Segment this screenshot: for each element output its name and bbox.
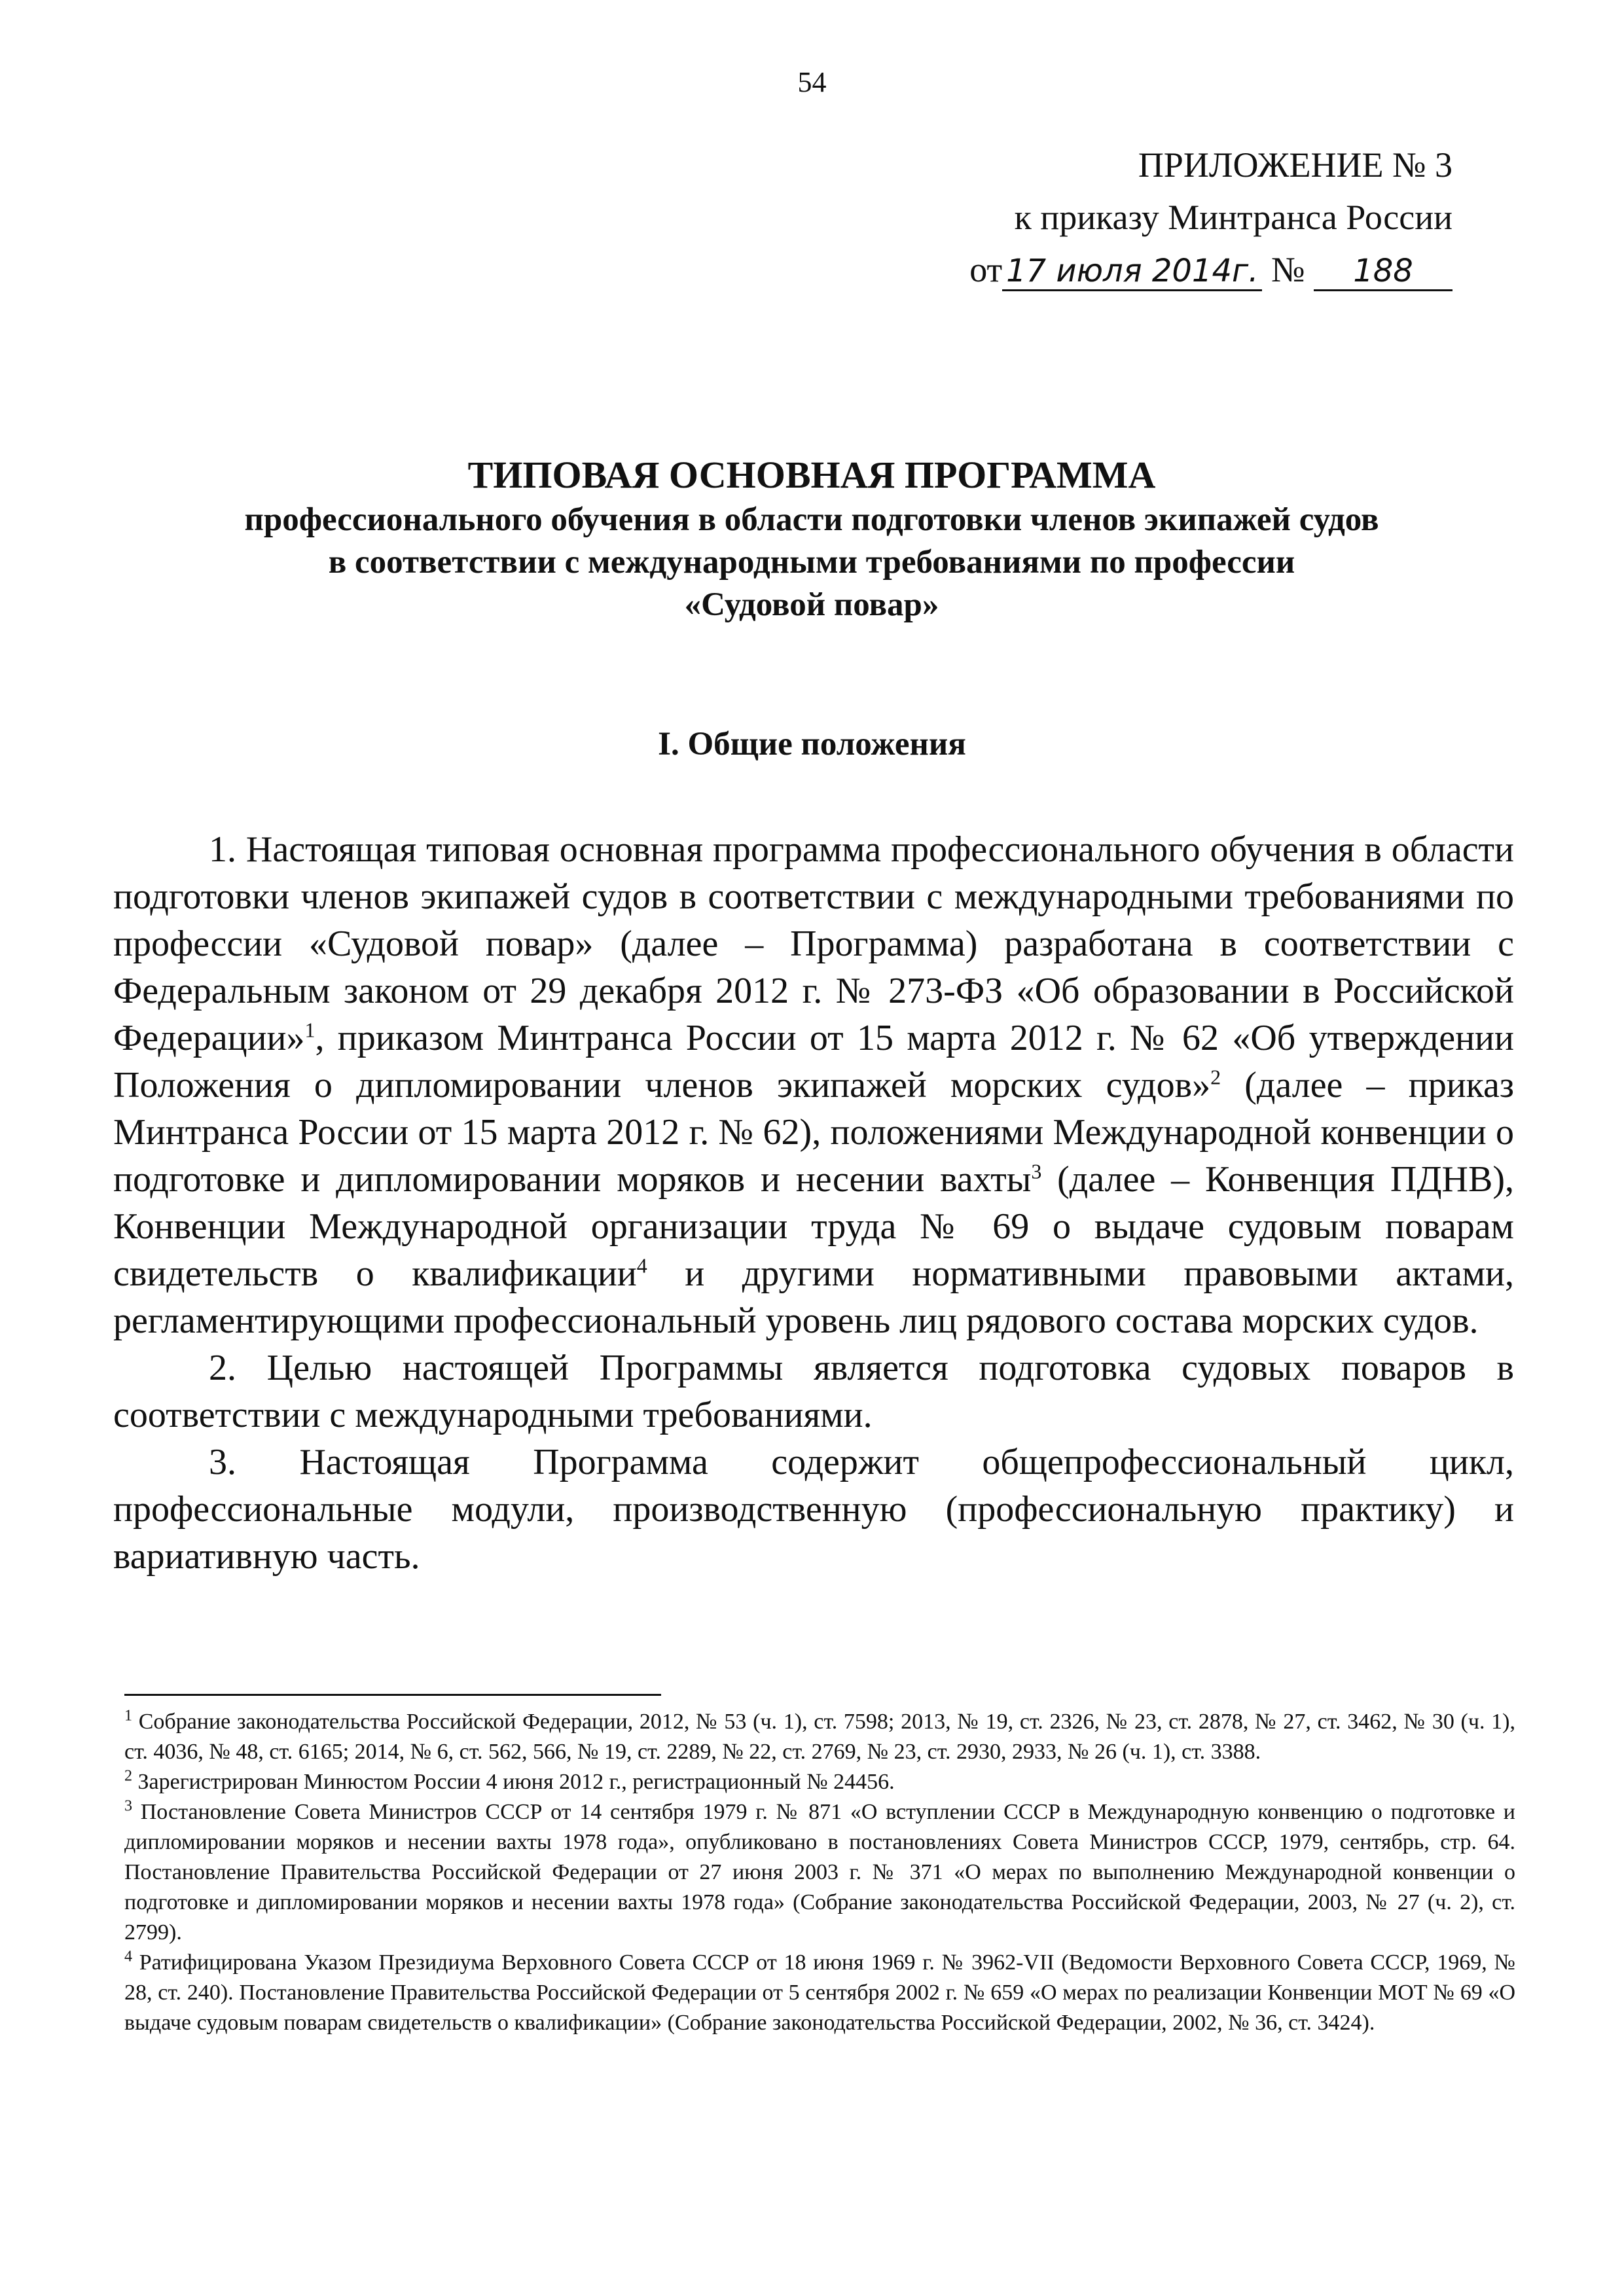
footnote-ref-3: 3	[1031, 1159, 1042, 1183]
footnote-3-text: Постановление Совета Министров СССР от 14 сентября 1979 г. № 871 «О вступлении СССР в Международную конвенцию о подготовке и дипломировании моряков и несении вахты 1978 года», опубликовано в постановлениях Совета Министров СССР, 1979, сентябрь, стр. 64. Постановление Правительства Российской Федерации от 27 июня 2003 г. № 371 «О мерах по выполнению Международной конвенции о подготовке и дипломировании моряков и несении вахты 1978 года» (Собрание законодательства Российской Федерации, 2003, № 27 (ч. 2), ст. 2799).	[124, 1800, 1515, 1945]
footnote-ref-4: 4	[636, 1253, 647, 1278]
footnote-4	[124, 1948, 1515, 2038]
appendix-header	[969, 139, 1453, 296]
date-prefix: от	[969, 250, 1003, 289]
footnote-3	[124, 1797, 1515, 1948]
footnote-1-text: Собрание законодательства Российской Федерации, 2012, № 53 (ч. 1), ст. 7598; 2013, № 19, ст. 2326, № 23, ст. 2878, № 27, ст. 3462, № 30 (ч. 1), ст. 4036, № 48, ст. 6165; 2014, № 6, ст. 562, 566, № 19, ст. 2289, № 22, ст. 2769, № 23, ст. 2930, 2933, № 26 (ч. 1), ст. 3388.	[124, 1710, 1515, 1764]
paragraph-1-part-5: и другими нормативными правовыми актами, регламентирующими профессиональный уровень лиц рядового состава морских судов.	[113, 1253, 1514, 1341]
handwritten-date: 17 июля 2014г.	[1002, 253, 1262, 291]
footnote-3-mark: 3	[124, 1797, 132, 1815]
handwritten-order-number: 188	[1314, 253, 1453, 291]
title-line-2: профессионального обучения в области подготовки членов экипажей судов	[244, 501, 1379, 538]
paragraph-1-part-1: 1. Настоящая типовая основная программа профессионального обучения в области подготовки членов экипажей судов в соответствии с международными требованиями по профессии «Судовой повар» (далее – Программа) разработана в соответствии с Федеральным законом от 29 декабря 2012 г. № 273-ФЗ «Об образовании в Российской Федерации»	[113, 829, 1514, 1058]
footnote-ref-1: 1	[304, 1018, 316, 1042]
paragraph-3: 3. Настоящая Программа содержит общепрофессиональный цикл, профессиональные модули, производственную (профессиональную практику) и вариативную часть.	[113, 1442, 1514, 1577]
document-title	[118, 452, 1506, 626]
page-number: 54	[797, 66, 827, 98]
paragraph-1-part-2: , приказом Минтранса России от 15 марта 2012 г. № 62 «Об утверждении Положения о дипломировании членов экипажей морских судов»	[113, 1018, 1514, 1105]
paragraph-1-part-4: (далее – Конвенция ПДНВ), Конвенции Международной организации труда № 69 о выдаче судовым поварам свидетельств о квалификации	[113, 1159, 1515, 1294]
title-line-4: «Судовой повар»	[684, 586, 939, 623]
footnote-2-mark: 2	[124, 1767, 132, 1785]
appendix-title: ПРИЛОЖЕНИЕ № 3	[1138, 145, 1453, 185]
footnote-2	[124, 1767, 1515, 1797]
footnote-4-text: Ратифицирована Указом Президиума Верховного Совета СССР от 18 июня 1969 г. № 3962-VII (Ведомости Верховного Совета СССР, 1969, № 28, ст. 240). Постановление Правительства Российской Федерации от 5 сентября 2002 г. № 659 «О мерах по реализации Конвенции МОТ № 69 «О выдаче судовым поварам свидетельств о квалификации» (Собрание законодательства Российской Федерации, 2002, № 36, ст. 3424).	[124, 1950, 1515, 2035]
footnote-1-mark: 1	[124, 1707, 132, 1725]
footnote-ref-2: 2	[1210, 1065, 1221, 1089]
footnotes	[124, 1707, 1515, 2038]
appendix-date-number	[969, 243, 1453, 296]
footnote-4-mark: 4	[124, 1948, 132, 1965]
number-prefix: №	[1271, 250, 1305, 289]
title-line-3: в соответствии с международными требованиями по профессии	[328, 544, 1295, 581]
footnote-1	[124, 1707, 1515, 1767]
paragraph-1	[113, 826, 1514, 1344]
paragraph-1-part-3: (далее – приказ Минтранса России от 15 марта 2012 г. № 62), положениями Международной конвенции о подготовке и дипломировании моряков и несении вахты	[113, 1065, 1514, 1200]
paragraph-2: 2. Целью настоящей Программы является подготовка судовых поваров в соответствии с международными требованиями.	[113, 1348, 1514, 1435]
footnote-divider	[124, 1694, 661, 1696]
footnote-2-text: Зарегистрирован Минюстом России 4 июня 2012 г., регистрационный № 24456.	[132, 1770, 895, 1794]
section-heading: I. Общие положения	[658, 726, 966, 762]
appendix-order-ref: к приказу Минтранса России	[1014, 198, 1453, 237]
body-text	[113, 826, 1514, 1580]
title-line-1: ТИПОВАЯ ОСНОВНАЯ ПРОГРАММА	[467, 454, 1156, 496]
